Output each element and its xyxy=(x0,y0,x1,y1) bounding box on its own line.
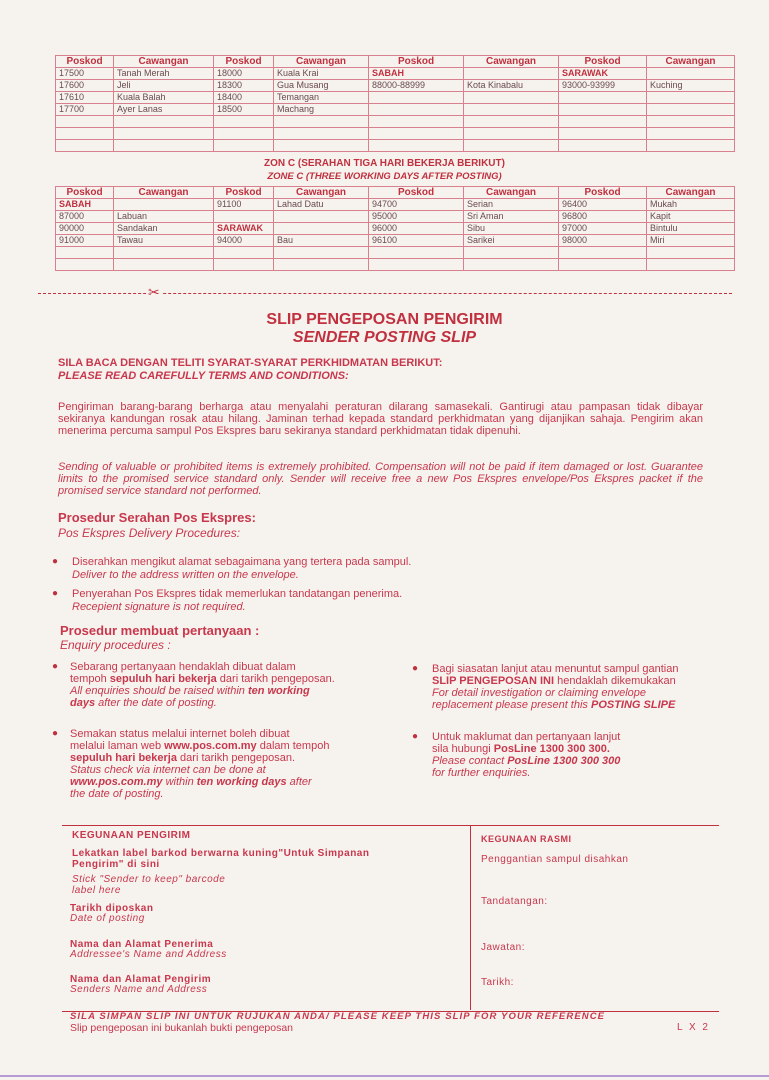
page-bottom-rule xyxy=(0,1075,769,1077)
table-cell: Labuan xyxy=(114,211,214,223)
enquiry-3-line: SLIP PENGEPOSAN INI hendaklah dikemukakan xyxy=(432,675,676,687)
table-cell: Bintulu xyxy=(647,223,735,235)
bullet-icon: ● xyxy=(412,663,419,674)
bullet-icon: ● xyxy=(52,556,59,567)
table-cell: Kota Kinabalu xyxy=(464,80,559,92)
table-cell xyxy=(464,68,559,80)
table-cell xyxy=(559,92,647,104)
table-cell: Tawau xyxy=(114,235,214,247)
table-row-empty xyxy=(56,128,735,140)
enquiry-item-4 xyxy=(432,731,732,779)
col-header: Poskod xyxy=(369,187,464,199)
table-cell: Sibu xyxy=(464,223,559,235)
table-cell: SARAWAK xyxy=(559,68,647,80)
position-label: Jawatan: xyxy=(481,942,526,953)
table-cell: Gua Musang xyxy=(274,80,369,92)
table-cell: Mukah xyxy=(647,199,735,211)
enquiry-item-1 xyxy=(70,661,400,709)
terms-text-en: Sending of valuable or prohibited items is extremely prohibited. Compensation will not be paid if item damaged or lost. Guarantee limits to the promised service standard only. Sender will receive free a new Pos Ekspres envelope/Pos Ekspres packet if the promised service standard not performed. xyxy=(58,461,703,497)
form-divider xyxy=(470,825,471,1010)
table-cell: Kapit xyxy=(647,211,735,223)
table-cell: Kuching xyxy=(647,80,735,92)
enquiry-3-line: Bagi siasatan lanjut atau menuntut sampul gantian xyxy=(432,663,679,675)
table-cell: 17700 xyxy=(56,104,114,116)
table-cell: Serian xyxy=(464,199,559,211)
table-row xyxy=(56,80,735,92)
table-cell: 87000 xyxy=(56,211,114,223)
table-cell: Sandakan xyxy=(114,223,214,235)
date-posted-label-en: Date of posting xyxy=(70,913,145,924)
slip-title-my: SLIP PENGEPOSAN PENGIRIM xyxy=(266,311,503,328)
table-row xyxy=(56,199,735,211)
table-cell xyxy=(647,104,735,116)
sender-use-label: KEGUNAAN PENGIRIM xyxy=(72,830,191,841)
table-cell: SABAH xyxy=(56,199,114,211)
table-cell: 88000-88999 xyxy=(369,80,464,92)
enquiry-3-line: replacement please present this POSTING SLIPE xyxy=(432,699,676,711)
enquiry-4-line: Untuk maklumat dan pertanyaan lanjut xyxy=(432,731,621,743)
table-cell: 91100 xyxy=(214,199,274,211)
delivery-item-1-en: Deliver to the address written on the envelope. xyxy=(72,569,299,581)
table-row xyxy=(56,68,735,80)
table-cell xyxy=(647,92,735,104)
table-cell xyxy=(559,104,647,116)
table-cell: Machang xyxy=(274,104,369,116)
table-cell xyxy=(114,199,214,211)
table-row-empty xyxy=(56,140,735,152)
table-cell: 90000 xyxy=(56,223,114,235)
enquiry-1-line: tempoh sepuluh hari bekerja dari tarikh pengeposan. xyxy=(70,673,335,685)
col-header: Poskod xyxy=(214,56,274,68)
enquiry-1-line: Sebarang pertanyaan hendaklah dibuat dalam xyxy=(70,661,296,673)
table-row xyxy=(56,104,735,116)
table-row xyxy=(56,223,735,235)
enquiry-4-line: for further enquiries. xyxy=(432,767,531,779)
official-use-label: KEGUNAAN RASMI xyxy=(481,834,572,844)
table-cell: 18300 xyxy=(214,80,274,92)
addressee-label-en: Addressee's Name and Address xyxy=(70,949,227,960)
table-cell: 18500 xyxy=(214,104,274,116)
signature-label: Tandatangan: xyxy=(481,896,548,907)
col-header: Poskod xyxy=(559,56,647,68)
table-cell xyxy=(369,104,464,116)
col-header: Cawangan xyxy=(464,187,559,199)
table-row-empty xyxy=(56,247,735,259)
delivery-item-2-en: Recepient signature is not required. xyxy=(72,601,246,613)
table-cell: Tanah Merah xyxy=(114,68,214,80)
table-cell xyxy=(647,68,735,80)
date-posted-label-my: Tarikh diposkan xyxy=(70,903,154,914)
enquiry-2-line: Semakan status melalui internet boleh dibuat xyxy=(70,728,290,740)
col-header: Poskod xyxy=(56,56,114,68)
table-cell: 94700 xyxy=(369,199,464,211)
enquiry-1-line: days after the date of posting. xyxy=(70,697,217,709)
col-header: Cawangan xyxy=(114,56,214,68)
delivery-heading-en: Pos Ekspres Delivery Procedures: xyxy=(58,526,241,540)
table-cell: 17600 xyxy=(56,80,114,92)
table-cell xyxy=(274,223,369,235)
enquiry-2-line: sepuluh hari bekerja dari tarikh pengeposan. xyxy=(70,752,296,764)
bullet-icon: ● xyxy=(52,661,59,672)
table-cell xyxy=(464,92,559,104)
enquiry-item-3 xyxy=(432,663,732,711)
table-cell: 91000 xyxy=(56,235,114,247)
table-cell: Miri xyxy=(647,235,735,247)
bullet-icon: ● xyxy=(52,728,59,739)
table-cell: 17610 xyxy=(56,92,114,104)
terms-heading-en: PLEASE READ CAREFULLY TERMS AND CONDITIONS: xyxy=(58,370,349,382)
col-header: Poskod xyxy=(369,56,464,68)
table-cell xyxy=(214,211,274,223)
enquiry-item-2 xyxy=(70,728,400,800)
zone-c-title-en: ZONE C (THREE WORKING DAYS AFTER POSTING) xyxy=(267,171,502,182)
table-cell: Jeli xyxy=(114,80,214,92)
replacement-label: Penggantian sampul disahkan xyxy=(481,854,629,865)
table-header-row xyxy=(56,56,735,68)
table-cell: 98000 xyxy=(559,235,647,247)
barcode-label-en: Stick "Sender to keep" barcode label here xyxy=(72,874,226,896)
table-cell: SARAWAK xyxy=(214,223,274,235)
zone-c-table xyxy=(55,186,735,271)
enquiry-1-line: All enquiries should be raised within ten working xyxy=(70,685,310,697)
table-cell xyxy=(464,104,559,116)
table-cell: Sri Aman xyxy=(464,211,559,223)
enquiry-4-line: sila hubungi PosLine 1300 300 300. xyxy=(432,743,610,755)
table-cell: SABAH xyxy=(369,68,464,80)
table-cell: 95000 xyxy=(369,211,464,223)
enquiry-heading-my: Prosedur membuat pertanyaan : xyxy=(60,623,260,638)
col-header: Cawangan xyxy=(114,187,214,199)
col-header: Cawangan xyxy=(274,56,369,68)
enquiry-heading-en: Enquiry procedures : xyxy=(60,638,171,652)
col-header: Poskod xyxy=(559,187,647,199)
sender-label-my: Nama dan Alamat Pengirim xyxy=(70,974,212,985)
enquiry-2-line: melalui laman web www.pos.com.my dalam tempoh xyxy=(70,740,330,752)
delivery-item-2-my: Penyerahan Pos Ekspres tidak memerlukan tandatangan penerima. xyxy=(72,588,403,600)
table-cell: Lahad Datu xyxy=(274,199,369,211)
col-header: Cawangan xyxy=(647,56,735,68)
keep-slip-notice: SILA SIMPAN SLIP INI UNTUK RUJUKAN ANDA/ PLEASE KEEP THIS SLIP FOR YOUR REFERENCE xyxy=(70,1011,606,1022)
table-cell: Sarikei xyxy=(464,235,559,247)
col-header: Cawangan xyxy=(464,56,559,68)
cut-line xyxy=(38,293,732,294)
not-proof-notice: Slip pengeposan ini bukanlah bukti pengeposan xyxy=(70,1022,294,1034)
table-cell: 96000 xyxy=(369,223,464,235)
bullet-icon: ● xyxy=(412,731,419,742)
table-cell: Ayer Lanas xyxy=(114,104,214,116)
terms-text-my: Pengiriman barang-barang berharga atau menyalahi peraturan dilarang samasekali. Gantirugi atau pampasan tidak dibayar sekiranya kandungan rosak atau hilang. Jaminan terhad kepada standard perkhidmatan yang dijanjikan sahaja. Pengirim akan menerima percuma sampul Pos Ekspres baru sekiranya standard perkhidmatan tidak dipenuhi. xyxy=(58,401,703,437)
enquiry-2-line: www.pos.com.my within ten working days after xyxy=(70,776,312,788)
table-cell: 17500 xyxy=(56,68,114,80)
table-cell: Temangan xyxy=(274,92,369,104)
enquiry-4-line: Please contact PosLine 1300 300 300 xyxy=(432,755,621,767)
table-cell: 96800 xyxy=(559,211,647,223)
delivery-heading-my: Prosedur Serahan Pos Ekspres: xyxy=(58,510,256,525)
table-cell: 18000 xyxy=(214,68,274,80)
slip-title-en: SENDER POSTING SLIP xyxy=(292,329,477,346)
bullet-icon: ● xyxy=(52,588,59,599)
table-cell: Kuala Balah xyxy=(114,92,214,104)
barcode-label-my: Lekatkan label barkod berwarna kuning"Untuk Simpanan Pengirim" di sini xyxy=(72,848,370,870)
table-cell: 94000 xyxy=(214,235,274,247)
col-header: Poskod xyxy=(214,187,274,199)
table-row-empty xyxy=(56,116,735,128)
delivery-item-1-my: Diserahkan mengikut alamat sebagaimana yang tertera pada sampul. xyxy=(72,556,412,568)
table-header-row xyxy=(56,187,735,199)
col-header: Cawangan xyxy=(647,187,735,199)
col-header: Cawangan xyxy=(274,187,369,199)
table-row xyxy=(56,235,735,247)
addressee-label-my: Nama dan Alamat Penerima xyxy=(70,939,214,950)
table-cell: 96100 xyxy=(369,235,464,247)
table-cell xyxy=(369,92,464,104)
table-cell: 93000-93999 xyxy=(559,80,647,92)
zone-c-title-my: ZON C (SERAHAN TIGA HARI BEKERJA BERIKUT) xyxy=(264,158,505,169)
table-cell xyxy=(274,211,369,223)
table-row xyxy=(56,211,735,223)
table-row-empty xyxy=(56,259,735,271)
sender-label-en: Senders Name and Address xyxy=(70,984,208,995)
enquiry-2-line: the date of posting. xyxy=(70,788,164,800)
terms-heading-my: SILA BACA DENGAN TELITI SYARAT-SYARAT PERKHIDMATAN BERIKUT: xyxy=(58,357,443,369)
form-code: L X 2 xyxy=(677,1022,710,1033)
table-cell: 96400 xyxy=(559,199,647,211)
enquiry-3-line: For detail investigation or claiming envelope xyxy=(432,687,647,699)
scissors-icon: ✂ xyxy=(148,284,160,300)
table-cell: Kuala Krai xyxy=(274,68,369,80)
table-cell: 18400 xyxy=(214,92,274,104)
enquiry-2-line: Status check via internet can be done at xyxy=(70,764,266,776)
col-header: Poskod xyxy=(56,187,114,199)
date-label: Tarikh: xyxy=(481,977,514,988)
table-row xyxy=(56,92,735,104)
table-cell: 97000 xyxy=(559,223,647,235)
zone-b-table xyxy=(55,55,735,152)
table-cell: Bau xyxy=(274,235,369,247)
